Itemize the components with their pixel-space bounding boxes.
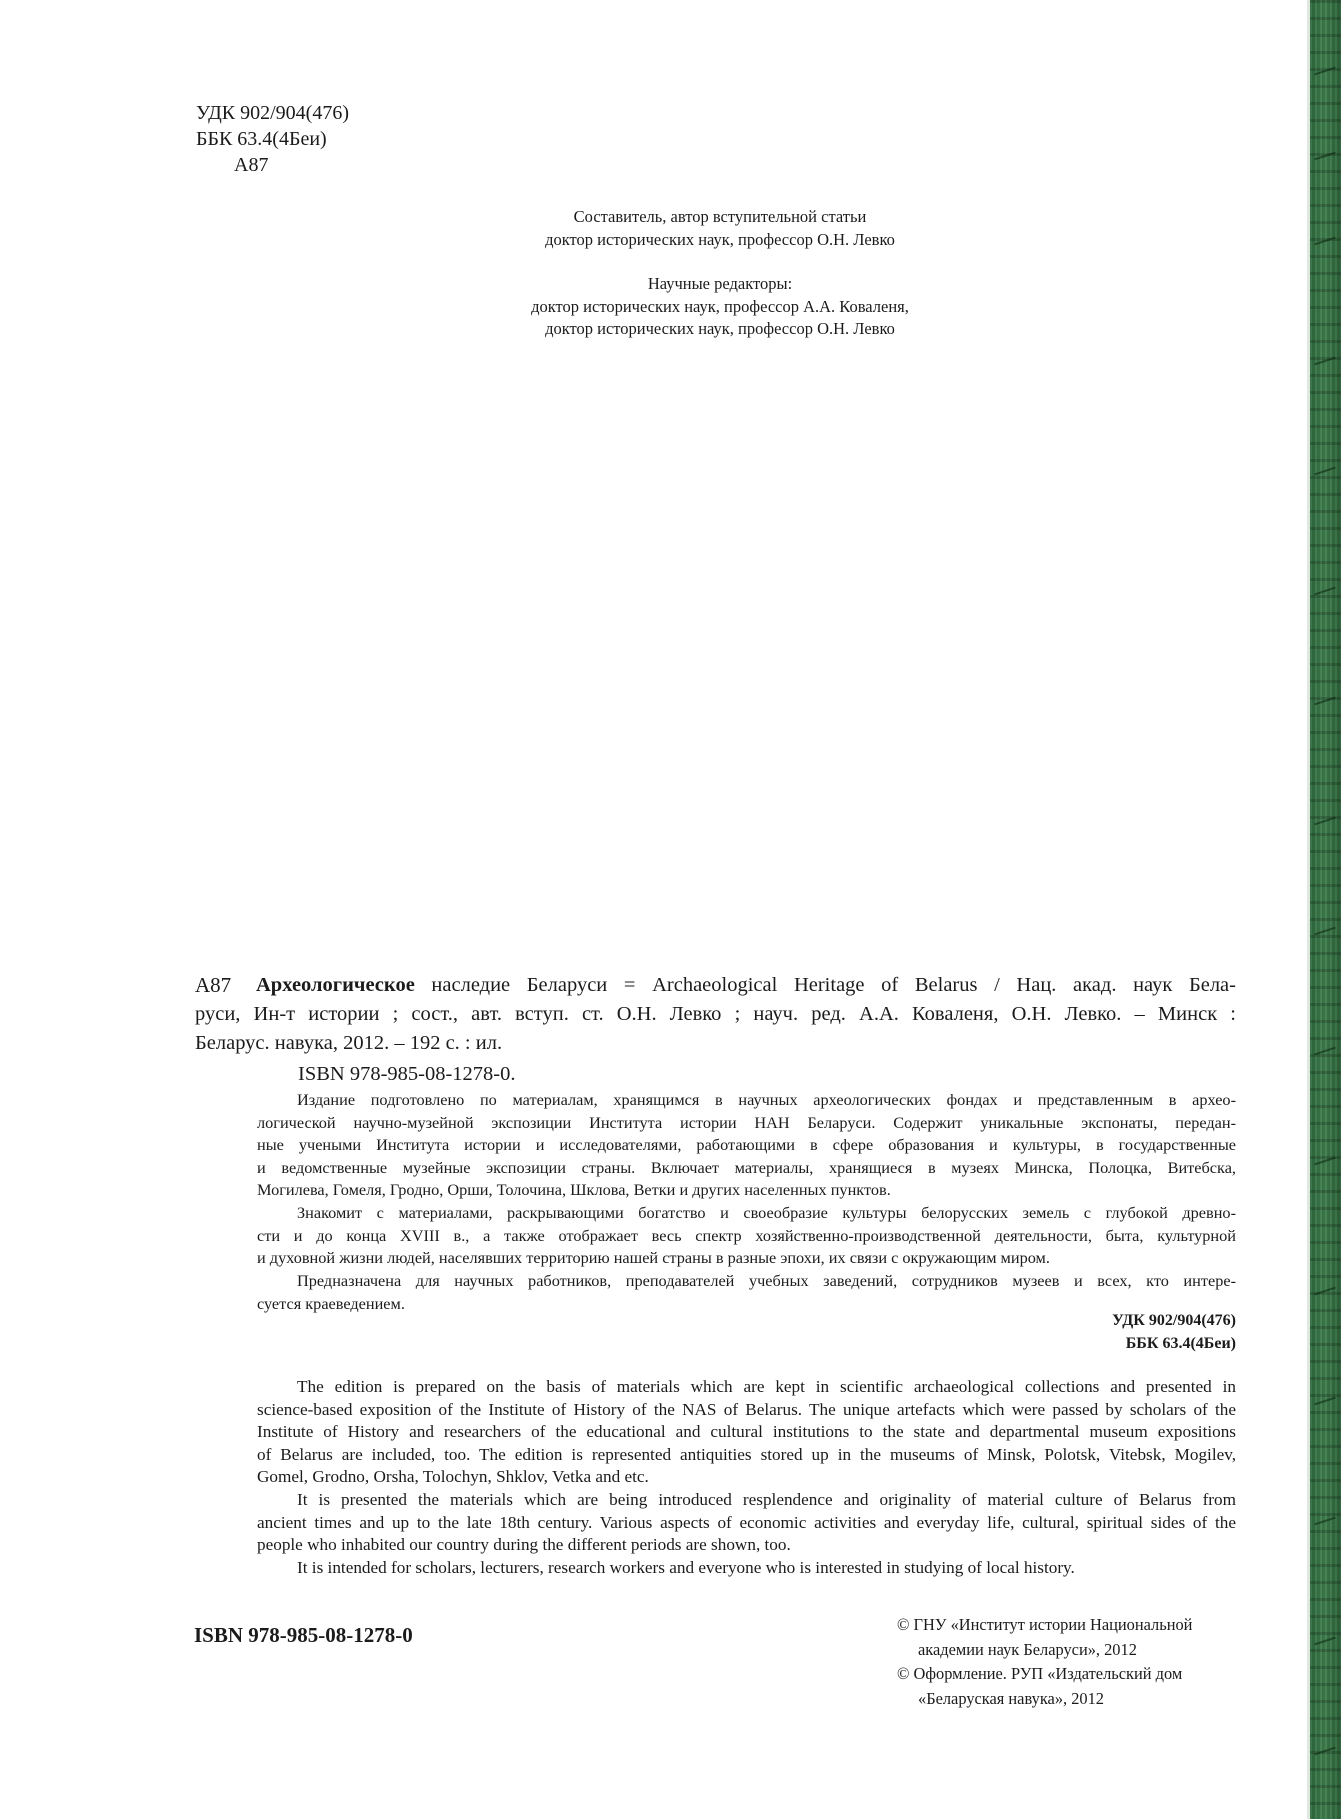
- text-line: The edition is prepared on the basis of materials which are kept in scientific archaeological collections and presented in: [297, 1377, 1236, 1396]
- text-line: of Belarus are included, too. The edition is represented antiquities stored up in the museums of Minsk, Polotsk, Vitebsk, Mogilev,: [257, 1444, 1236, 1464]
- text-line: Gomel, Grodno, Orsha, Tolochyn, Shklov, Vetka and etc.: [257, 1467, 649, 1487]
- isbn-number: ISBN 978-985-08-1278-0: [194, 1623, 413, 1647]
- green-book-edge: [1310, 0, 1341, 1819]
- udk-code-bold: УДК 902/904(476): [1112, 1312, 1236, 1329]
- udk-code: УДК 902/904(476): [196, 102, 349, 124]
- text-line: It is intended for scholars, lecturers, research workers and everyone who is interested in studying of local history.: [297, 1558, 1075, 1577]
- compiler-label: Составитель, автор вступительной статьи: [573, 207, 867, 226]
- annotation-ru-p3: [257, 1270, 1236, 1315]
- text-line: science-based exposition of the Institute of History of the NAS of Belarus. The unique artefacts which were passed by scholars of the: [257, 1399, 1236, 1419]
- text-line: It is presented the materials which are being introduced resplendence and originality of material culture of Belarus from: [297, 1490, 1236, 1509]
- entry-title: Археологическое: [256, 974, 415, 996]
- editor-1: доктор исторических наук, профессор А.А. Коваленя,: [531, 296, 909, 316]
- annotation-en-p2: [257, 1489, 1236, 1557]
- text-line: ancient times and up to the late 18th century. Various aspects of economic activities and everyday life, cultural, spiritual sides of the: [257, 1512, 1236, 1532]
- text-line: Предназначена для научных работников, преподавателей учебных заведений, сотрудников музеев и всех, кто интере-: [297, 1271, 1236, 1290]
- text-line: и духовной жизни людей, населявших территорию нашей страны в разные эпохи, их связи с окружающим миром.: [257, 1248, 1050, 1268]
- bbk-code-bold: ББК 63.4(4Беи): [1125, 1334, 1236, 1352]
- text-line: логической научно-музейной экспозиции Института истории НАН Беларуси. Содержит уникальные экспонаты, передан-: [257, 1112, 1236, 1132]
- annotation-ru-p1: [257, 1089, 1236, 1202]
- text-line: сти и до конца XVIII в., а также отображает весь спектр хозяйственно-производственной деятельности, быта, культурной: [257, 1225, 1236, 1245]
- editor-2: доктор исторических наук, профессор О.Н. Левко: [545, 319, 895, 338]
- compiler-credit: [440, 206, 1000, 251]
- annotation-en-p1: [257, 1376, 1236, 1489]
- editors-label: Научные редакторы:: [647, 274, 793, 293]
- bbk-code: ББК 63.4(4Беи): [196, 128, 327, 150]
- classification-codes: [196, 100, 349, 178]
- copyright-line: © Оформление. РУП «Издательский дом: [897, 1664, 1183, 1683]
- text-line: Могилева, Гомеля, Гродно, Орши, Толочина, Шклова, Ветки и других населенных пунктов.: [257, 1180, 891, 1200]
- copyright-line: академии наук Беларуси», 2012: [918, 1639, 1137, 1659]
- entry-line-2: руси, Ин-т истории ; сост., авт. вступ. ст. О.Н. Левко ; науч. ред. А.А. Коваленя, О.Н. Левко. – Минск :: [195, 1003, 1236, 1025]
- text-line: Издание подготовлено по материалам, хранящимся в научных археологических фондах и представленным в архео-: [297, 1090, 1236, 1109]
- copyright-line: «Беларуская навука», 2012: [918, 1688, 1104, 1708]
- text-line: и ведомственные музейные экспозиции страны. Включает материалы, хранящиеся в музеях Минска, Полоцка, Витебска,: [257, 1157, 1236, 1177]
- copyright-block: [897, 1613, 1192, 1711]
- entry-isbn: ISBN 978-985-08-1278-0.: [298, 1063, 516, 1085]
- entry-line-3: Беларус. навука, 2012. – 192 с. : ил.: [195, 1032, 503, 1054]
- compiler-name: доктор исторических наук, профессор О.Н. Левко: [545, 229, 895, 249]
- author-mark: А87: [234, 154, 269, 176]
- text-line: people who inhabited our country during the different periods are shown, too.: [257, 1535, 791, 1555]
- annotation-en-p3: [257, 1557, 1236, 1580]
- text-line: суется краеведением.: [257, 1293, 405, 1313]
- text-line: Знакомит с материалами, раскрывающими богатство и своеобразие культуры белорусских земель с глубокой древно-: [297, 1203, 1236, 1222]
- copyright-line: © ГНУ «Институт истории Национальной: [897, 1615, 1193, 1634]
- editors-credit: [440, 273, 1000, 341]
- annotation-codes: [900, 1310, 1236, 1355]
- text-line: ные учеными Института истории и исследователями, работающими в сфере образования и культуры, в государственные: [257, 1135, 1236, 1155]
- text-line: Institute of History and researchers of the educational and cultural institutions to the state and departmental museum expositions: [257, 1422, 1236, 1442]
- entry-line-1: наследие Беларуси = Archaeological Heritage of Belarus / Нац. акад. наук Бела-: [414, 974, 1236, 996]
- annotation-ru-p2: [257, 1202, 1236, 1270]
- entry-index: А87: [195, 973, 232, 997]
